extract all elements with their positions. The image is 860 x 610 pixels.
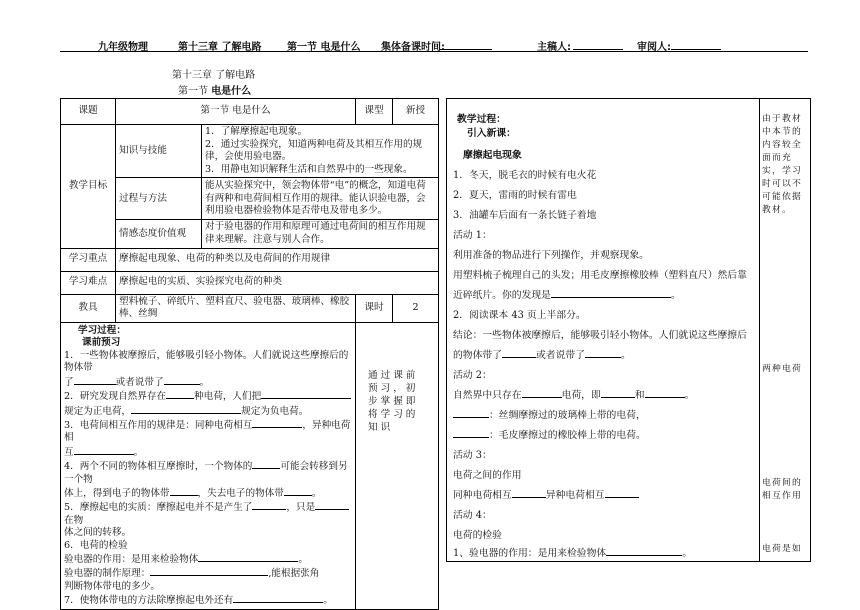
activity-4-line-1: 电荷的检验 <box>453 530 502 541</box>
emotion-label: 情感态度价值观 <box>116 220 202 248</box>
activity-3-line-1: 电荷之间的作用 <box>453 470 522 481</box>
header-prep-time: 集体备课时间: <box>381 42 445 53</box>
note-charge: 电荷是如 <box>762 544 802 554</box>
activity-2-line-2: ：丝绸摩擦过的玻璃棒上带的电荷， <box>453 407 646 421</box>
preview-q2: 2．研究发现自然界存在 种电荷，人们把 <box>64 389 352 403</box>
key-label: 学习重点 <box>61 248 116 271</box>
type-value: 新授 <box>393 99 439 125</box>
header-rule <box>60 51 808 52</box>
type-label: 课型 <box>356 99 393 125</box>
tools-text: 塑料梳子、碎纸片、塑料直尺、验电器、玻璃棒、橡胶棒、丝绸 <box>116 294 356 322</box>
activity-1-line-3: 近碎纸片。你的发现是 。 <box>453 290 681 301</box>
knowledge-item: 1．了解摩擦起电现象。 <box>205 126 308 137</box>
notes-column <box>758 98 811 562</box>
topic-value: 第一节 电是什么 <box>116 99 356 125</box>
example-2: 2．夏天，雷雨的时候有雷电 <box>453 190 577 201</box>
section-name: 电是什么 <box>211 86 252 97</box>
activity-1-conclusion-2: 的物体带了 或者说带了 。 <box>453 350 631 361</box>
header-grade: 九年级物理 <box>98 42 148 53</box>
preview-q7: 7．使物体带电的方法除摩擦起电外还有 。 <box>64 595 333 607</box>
knowledge-item: 2．通过实验探究，知道两种电荷及其相互作用的规律，会使用验电器。 <box>205 138 423 163</box>
preview-q1: 1．一些物体被摩擦后，能够吸引轻小物体。人们就说这些摩擦后的物体带 <box>64 349 349 374</box>
activity-1-line-4: 2．阅读课本 43 页上半部分。 <box>453 310 586 321</box>
header-section: 第一节 电是什么 <box>287 42 361 53</box>
hours-value: 2 <box>393 294 439 322</box>
knowledge-items <box>202 125 439 178</box>
activity-4: 活动 4： <box>453 510 492 521</box>
process-text: 能从实验探究中，领会物体带“电”的概念，知道电荷有两种和电荷间相互作用的规律。能认识验电器，会利用验电器检验物体是否带电及带电多少。 <box>202 178 439 220</box>
activity-2-line-1: 自然界中只存在 电荷，即 和 。 <box>453 390 695 401</box>
intro-heading: 引入新课： <box>467 128 516 139</box>
preview-q3: 3．电荷间相互作用的规律是：同种电荷相互 ，异种电荷相 <box>64 419 351 444</box>
note-two-charges: 两种电荷 <box>762 364 802 374</box>
preview-q4: 4．两个不同的物体相互摩擦时，一个物体的 可能会转移到另一个物 <box>64 461 348 485</box>
preview-side-note: 通过课前预习，初步掌握即将学习的知识 <box>356 322 439 609</box>
preview-process: 学习过程： <box>78 324 126 336</box>
page-header <box>0 38 860 52</box>
activity-2-line-3: ：毛皮摩擦过的橡胶棒上带的电荷。 <box>453 427 646 441</box>
note-interaction: 电荷间的相互作用 <box>762 478 802 501</box>
lesson-plan-table <box>60 98 439 610</box>
preview-q5: 5．摩擦起电的实质：摩擦起电并不是产生了 ，只是在物 <box>64 500 352 527</box>
activity-3-line-2: 同种电荷相互 异种电荷相互 <box>453 487 639 501</box>
hours-label: 课时 <box>356 294 393 322</box>
teaching-process-panel <box>446 98 760 562</box>
preview-cell: 学习过程： 课前预习 1．一些物体被摩擦后，能够吸引轻小物体。人们就说这些摩擦后的物体带 了 或者说带了 。 2．研究发现自然界存在 种电荷，人们把 规定为正电荷， 规定为负电荷。 3．电荷间相互作用的规律是：同种电荷相互 ，异种电荷相 互 。 4．两个不同的物体相互摩擦时，一个物体的 可能会转移到另一个物 体上，得到电子的物体带 ，失去电子的物体带 。 5．摩擦起电的实质：摩擦起电并不是产生了 ，只是在物 体之间的转移。 6．电荷的检验 验电器的作用：是用来检验物体 。 验电器的制作原理： ,能根据张角 判断物体带电的多少。 7．使物体带电的方法除摩擦起电外还有 。 <box>61 322 356 609</box>
example-1: 1．冬天，脱毛衣的时候有电火花 <box>453 170 597 181</box>
difficulty-text: 摩擦起电的实质、实验探究电荷的种类 <box>116 271 439 294</box>
activity-2: 活动 2： <box>453 370 492 381</box>
example-3: 3．油罐车后面有一条长链子着地 <box>453 210 597 221</box>
process-label: 过程与方法 <box>116 178 202 220</box>
emotion-text: 对于验电器的作用和原理可通过电荷间的相互作用规律来理解。注意与别人合作。 <box>202 220 439 248</box>
key-text: 摩擦起电现象、电荷的种类以及电荷间的作用规律 <box>116 248 439 271</box>
goals-label: 教学目标 <box>61 125 116 249</box>
preview-heading: 课前预习 <box>82 337 121 349</box>
chapter-title: 第十三章 了解电路 <box>172 70 256 81</box>
activity-4-line-2: 1、验电器的作用：是用来检验物体 。 <box>453 548 692 559</box>
preview-q6: 6．电荷的检验 <box>64 539 128 551</box>
topic-label: 课题 <box>61 99 116 125</box>
author-blank <box>573 49 623 50</box>
header-chapter: 第十三章 了解电路 <box>178 42 262 53</box>
knowledge-label: 知识与技能 <box>116 125 202 178</box>
activity-1-conclusion: 结论：一些物体被摩擦后，能够吸引轻小物体。人们就说这些摩擦后 <box>453 330 747 341</box>
tools-label: 教具 <box>61 294 116 322</box>
activity-3: 活动 3： <box>453 450 492 461</box>
difficulty-label: 学习难点 <box>61 271 116 294</box>
reviewer-blank <box>671 49 721 50</box>
knowledge-item: 3．用静电知识解释生活和自然界中的一些现象。 <box>205 163 413 175</box>
header-author: 主稿人: <box>537 42 571 53</box>
activity-1-line-1: 利用准备的物品进行下列操作，并观察现象。 <box>453 250 649 261</box>
header-reviewer: 审阅人: <box>637 42 671 53</box>
friction-topic: 摩擦起电现象 <box>463 150 522 161</box>
activity-1-line-2: 用塑料梳子梳理自己的头发；用毛皮摩擦橡胶棒（塑料直尺）然后靠 <box>453 270 747 281</box>
teaching-process-heading: 教学过程： <box>457 114 506 125</box>
prep-time-blank <box>440 49 492 50</box>
activity-1: 活动 1： <box>453 230 492 241</box>
section-title: 第一节 电是什么 <box>178 86 252 97</box>
note-textbook: 由于教材中本节的内容较全面而充实，学习时可以不可能依据教材。 <box>762 114 802 215</box>
